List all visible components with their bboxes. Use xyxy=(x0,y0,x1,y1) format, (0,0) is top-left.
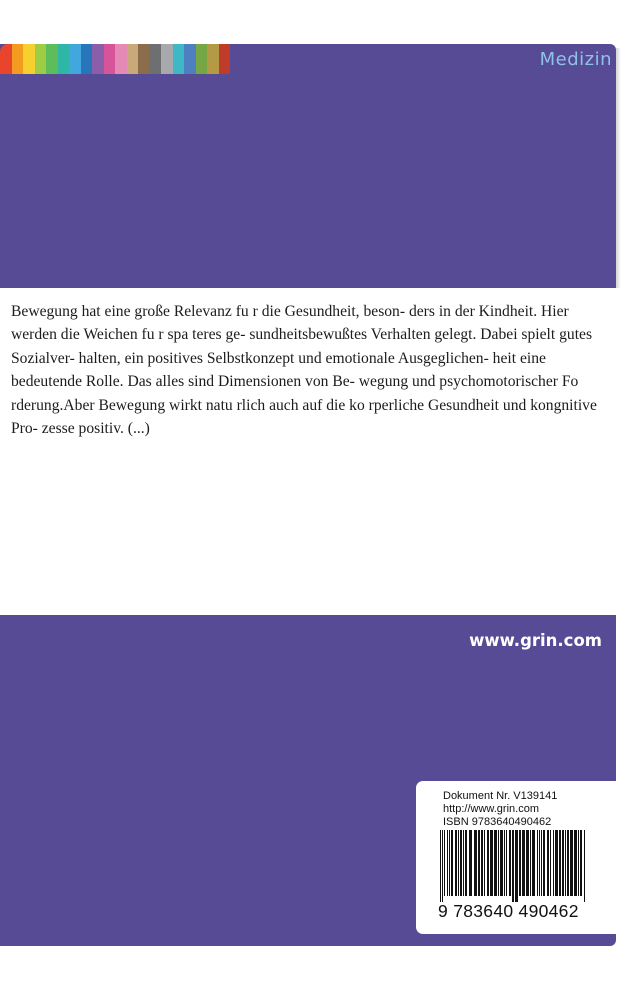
barcode-bar xyxy=(543,830,545,896)
barcode-bar xyxy=(562,830,564,896)
barcode-bar xyxy=(509,830,511,896)
barcode-bar xyxy=(522,830,525,896)
barcode-bar xyxy=(440,830,441,902)
isbn-label: ISBN 9783640490462 xyxy=(443,816,552,828)
color-stripe xyxy=(161,44,173,74)
barcode-bar xyxy=(539,830,540,896)
barcode-bar xyxy=(547,830,549,896)
barcode-bar xyxy=(541,830,542,896)
barcode-bar xyxy=(504,830,505,896)
barcode-image xyxy=(440,830,588,902)
barcode-bar xyxy=(481,830,483,896)
barcode-bar xyxy=(570,830,573,896)
barcode-bar xyxy=(580,830,582,896)
barcode-bar xyxy=(460,830,462,896)
barcode-bar xyxy=(447,830,448,896)
barcode-bar xyxy=(584,830,585,902)
color-stripe xyxy=(196,44,208,74)
barcode-bar xyxy=(550,830,551,896)
barcode-bar xyxy=(567,830,569,896)
barcode-bar xyxy=(463,830,464,896)
barcode-bar xyxy=(442,830,443,902)
barcode-bar xyxy=(530,830,531,896)
barcode-bar xyxy=(515,830,518,902)
document-number: Dokument Nr. V139141 xyxy=(443,790,558,802)
barcode-bar xyxy=(490,830,493,896)
barcode-bar xyxy=(526,830,529,896)
barcode-panel xyxy=(416,781,616,934)
barcode-bar xyxy=(469,830,472,896)
color-stripe xyxy=(35,44,47,74)
barcode-bar xyxy=(565,830,566,896)
barcode-bar xyxy=(500,830,503,896)
color-stripe xyxy=(58,44,70,74)
barcode-bar xyxy=(559,830,561,896)
barcode-bar xyxy=(574,830,577,896)
barcode-bar xyxy=(498,830,499,896)
barcode-url: http://www.grin.com xyxy=(443,803,539,815)
color-stripe xyxy=(115,44,127,74)
barcode-bar xyxy=(532,830,535,896)
barcode-bar xyxy=(484,830,485,896)
color-stripe xyxy=(46,44,58,74)
blurb-text: Bewegung hat eine große Relevanz fu r die Gesundheit, beson- ders in der Kindheit. Hier werden die Weichen fu r spa teres ge- sundheitsbewußtes Verhalten gelegt. Dabei spielt gutes Sozialver- halten, ein positives Selbstkonzept und emotionale Ausgeglichen- heit eine bedeutende Rolle. Das alles sind Dimensionen von Be- wegung und psychomotorischer Fo rderung.Aber Bewegung wirkt natu rlich auch auf die ko rperliche Gesundheit und kongnitive Pro- zesse positiv. (...) xyxy=(11,303,597,438)
color-stripe xyxy=(12,44,24,74)
color-stripes xyxy=(0,44,230,74)
color-stripe xyxy=(104,44,116,74)
color-stripe xyxy=(184,44,196,74)
publisher-url[interactable]: www.grin.com xyxy=(469,631,602,650)
barcode-bar xyxy=(487,830,489,896)
barcode-bar xyxy=(444,830,445,896)
color-stripe xyxy=(207,44,219,74)
barcode-bar xyxy=(455,830,457,896)
barcode-bar xyxy=(512,830,514,902)
color-stripe xyxy=(127,44,139,74)
color-stripe xyxy=(81,44,93,74)
barcode-bar xyxy=(578,830,579,896)
barcode-bar xyxy=(451,830,453,896)
color-stripe xyxy=(150,44,162,74)
isbn-digits: 9 783640 490462 xyxy=(438,901,579,921)
color-stripe xyxy=(138,44,150,74)
barcode-bar xyxy=(478,830,480,896)
color-stripe xyxy=(0,44,12,74)
barcode-bar xyxy=(458,830,459,896)
barcode-bar xyxy=(555,830,558,896)
barcode-bar xyxy=(465,830,467,896)
color-stripe xyxy=(219,44,231,74)
barcode-bar xyxy=(537,830,538,896)
barcode-bar xyxy=(519,830,521,896)
cover-top-band xyxy=(0,44,616,288)
color-stripe xyxy=(69,44,81,74)
barcode-bar xyxy=(494,830,497,896)
category-label: Medizin xyxy=(539,49,612,70)
band-shadow xyxy=(616,48,621,288)
color-stripe xyxy=(173,44,185,74)
barcode-bar xyxy=(449,830,450,896)
color-stripe xyxy=(23,44,35,74)
barcode-bar xyxy=(474,830,477,896)
color-stripe xyxy=(92,44,104,74)
barcode-bar xyxy=(506,830,507,896)
barcode-bar xyxy=(553,830,554,896)
